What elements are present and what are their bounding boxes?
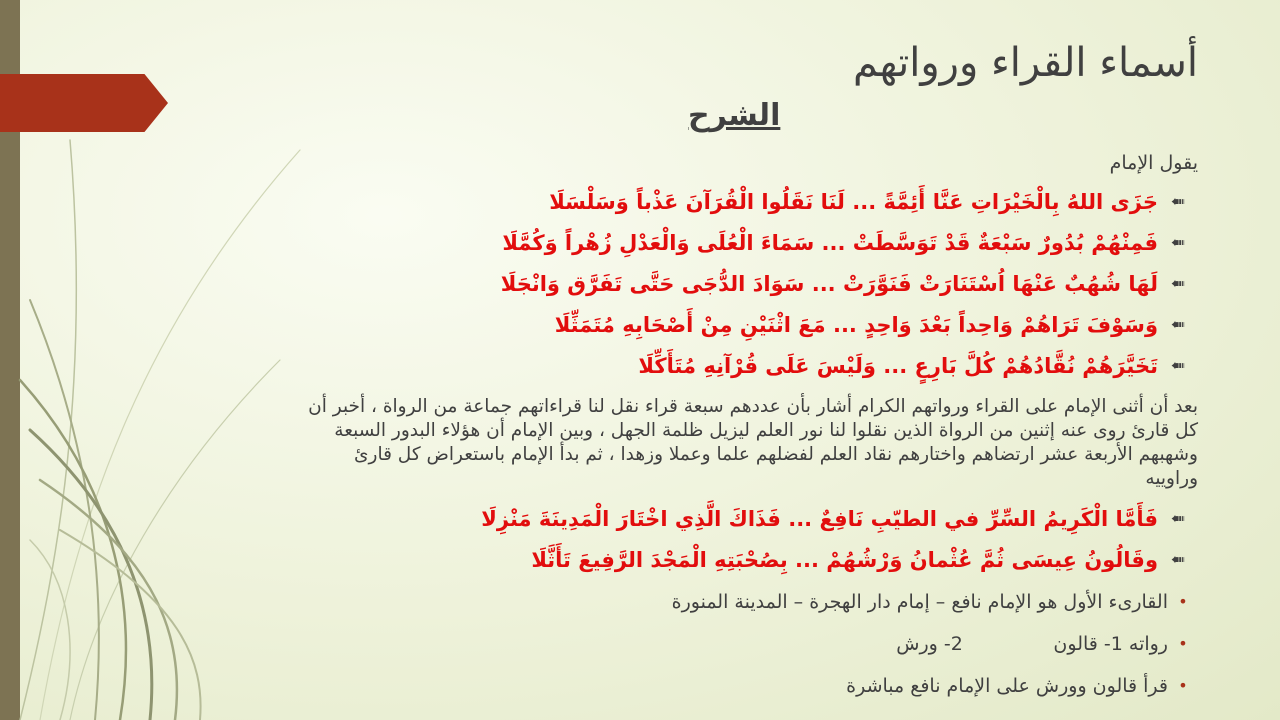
slide-title: أسماء القراء ورواتهم xyxy=(853,40,1198,86)
reciter-info-list xyxy=(300,581,1198,707)
verse-line xyxy=(300,223,1198,264)
verse-text: جَزَى اللهُ بِالْخَيْرَاتِ عَنَّا أَئِمَّةً ... لَنَا نَقَلُوا الْقُرَآنَ عَذْباً وَسَلْسَلَا xyxy=(549,190,1158,214)
verse-text: تَخَيَّرَهُمْ نُقَّادُهُمْ كُلَّ بَارِعٍ ... وَلَيْسَ عَلَى قُرْآنِهِ مُتَأَكِّلَا xyxy=(638,354,1158,378)
verse-line xyxy=(300,305,1198,346)
arrow-bullet-icon: ➠ xyxy=(1170,509,1186,529)
arrow-bullet-icon: ➠ xyxy=(1170,233,1186,253)
list-item-text: رواته 1- قالون 2- ورش xyxy=(896,633,1168,655)
arrow-bullet-icon: ➠ xyxy=(1170,315,1186,335)
verse-line xyxy=(300,264,1198,305)
list-item xyxy=(300,665,1198,707)
list-item xyxy=(300,623,1198,665)
verses-list-b xyxy=(300,499,1198,581)
verses-list-a xyxy=(300,182,1198,387)
explanation-paragraph: بعد أن أثنى الإمام على القراء ورواتهم الكرام أشار بأن عددهم سبعة قراء نقل لنا قراءاتهم جماعة من الرواة ، أخبر أن كل قارئ روى عنه إثنين من الرواة الذين نقلوا لنا نور العلم ليزيل ظلمة الجهل ، وبين الإمام أن هؤلاء البدور السبعة وشهبهم الأربعة عشر ارتضاهم واختارهم نقاد العلم لفضلهم علما وعملا وزهدا ، ثم بدأ الإمام باستعراض كل قارئ وراوييه xyxy=(308,396,1198,489)
slide-content xyxy=(300,152,1198,707)
verse-text: وَسَوْفَ تَرَاهُمْ وَاحِداً بَعْدَ وَاحِدٍ ... مَعَ اثْنَيْنِ مِنْ أَصْحَابِهِ مُتَمَثِّلَا xyxy=(554,313,1158,337)
arrow-bullet-icon: ➠ xyxy=(1170,356,1186,376)
list-item-text: قرأ قالون وورش على الإمام نافع مباشرة xyxy=(846,675,1168,697)
arrow-bullet-icon: ➠ xyxy=(1170,192,1186,212)
dot-bullet-icon: • xyxy=(1178,592,1188,611)
dot-bullet-icon: • xyxy=(1178,676,1188,695)
verse-line xyxy=(300,346,1198,387)
decorative-curves xyxy=(0,0,340,720)
arrow-bullet-icon: ➠ xyxy=(1170,274,1186,294)
intro-text: يقول الإمام xyxy=(1109,152,1198,174)
verse-text: وقَالُونُ عِيسَى ثُمَّ عُثْمانُ وَرْشُهُمْ ... بِصُحْبَتِهِ الْمَجْدَ الرَّفِيعَ تَأَثَّلَا xyxy=(531,548,1158,572)
list-item-text: القارىء الأول هو الإمام نافع – إمام دار الهجرة – المدينة المنورة xyxy=(671,591,1168,613)
verse-line xyxy=(300,540,1198,581)
verse-text: فَمِنْهُمْ بُدُورٌ سَبْعَةٌ قَدْ تَوَسَّطَتْ ... سَمَاءَ الْعُلَى وَالْعَدْلِ زُهْراً وَكُمَّلَا xyxy=(502,231,1158,255)
arrow-bullet-icon: ➠ xyxy=(1170,550,1186,570)
dot-bullet-icon: • xyxy=(1178,634,1188,653)
verse-text: فَأَمَّا الْكَرِيمُ السِّرِّ في الطيّبِ نَافِعٌ ... فَذَاكَ الَّذِي اخْتَارَ الْمَدِينَةَ مَنْزِلَا xyxy=(481,507,1158,531)
list-item xyxy=(300,581,1198,623)
verse-line xyxy=(300,182,1198,223)
slide-subtitle: الشرح xyxy=(688,98,781,133)
verse-text: لَهَا شُهُبٌ عَنْهَا اُسْتَنَارَتْ فَنَوَّرَتْ ... سَوَادَ الدُّجَى حَتَّى تَفَرَّق وَانْجَلَا xyxy=(500,272,1158,296)
verse-line xyxy=(300,499,1198,540)
